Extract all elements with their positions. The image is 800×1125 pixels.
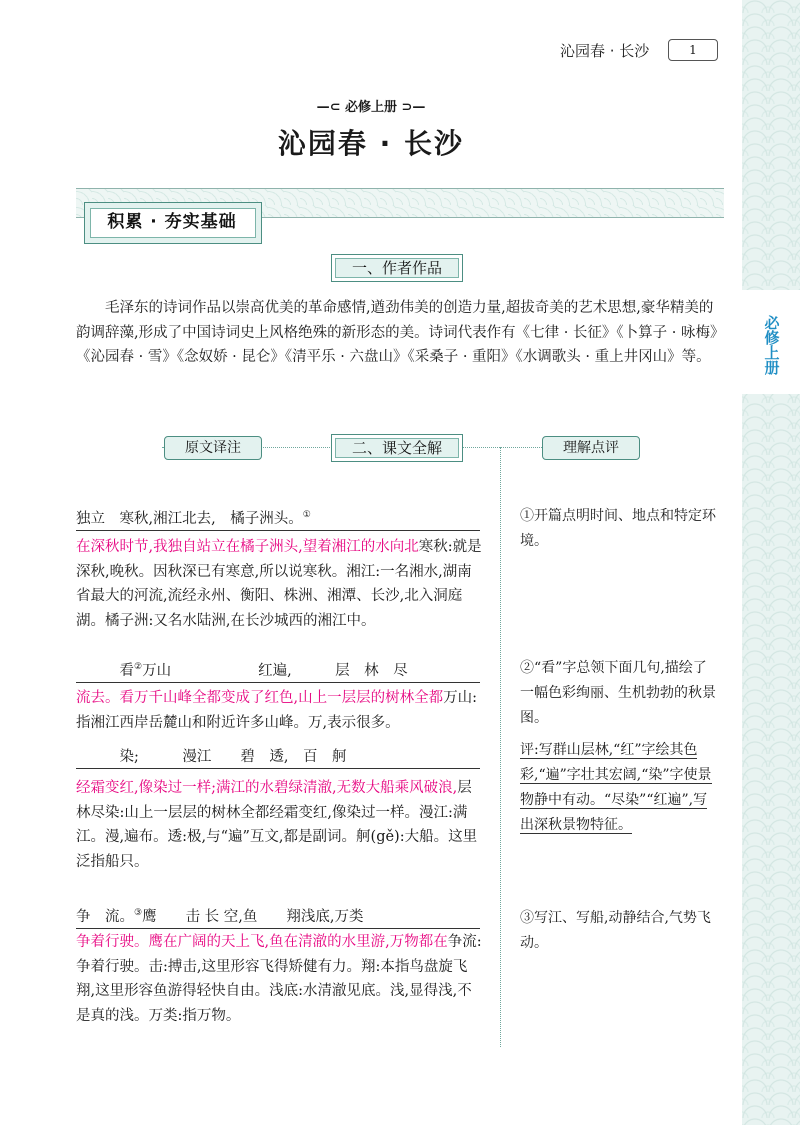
column-header-full-text: 二、课文全解: [331, 434, 463, 462]
subsection-title: 积累 · 夯实基础: [107, 212, 237, 232]
poem-line-4: [76, 902, 480, 929]
translation-block-2: [76, 686, 486, 735]
translation-block-1: [76, 535, 486, 633]
page-title: 沁园春 · 长沙: [277, 127, 465, 160]
running-title: 沁园春 · 长沙: [560, 42, 650, 60]
translation-4: 争着行驶。鹰在广阔的天上飞,鱼在清澈的水里游,万物都在: [76, 934, 448, 950]
poem-line-2-b: 万山 红遍, 层 林 尽: [142, 662, 408, 679]
side-tab-label: 必修上册: [762, 315, 781, 375]
column-divider-vertical: [500, 447, 501, 1047]
note-marker-3: ③: [134, 908, 143, 918]
section-tag: —⊂ 必修上册 ⊃—: [316, 100, 426, 115]
annotation-3: 层林尽染:山上一层层的树林全都经霜变红,像染过一样。漫江:满江。漫,遍布。透:极,与“遍”互文,都是副词。舸(gě):大船。这里泛指船只。: [76, 780, 478, 870]
side-decoration: [742, 0, 800, 1125]
annotation-4: 争流:争着行驶。击:搏击,这里形容飞得矫健有力。翔:本指鸟盘旋飞翔,这里形容鱼游得轻快自由。浅底:水清澈见底。浅,显得浅,不是真的浅。万类:指万物。: [76, 934, 482, 1024]
poem-line-1: [76, 504, 480, 531]
translation-3: 经霜变红,像染过一样;满江的水碧绿清澈,无数大船乘风破浪,: [76, 780, 458, 796]
author-paragraph: 毛泽东的诗词作品以崇高优美的革命感情,遒劲伟美的创造力量,超拔奇美的艺术思想,豪华精美的韵调辞藻,形成了中国诗词史上风格绝殊的新形态的美。诗词代表作有《七律 · 长征》《卜算子 · 咏梅》《沁园春 · 雪》《念奴娇 · 昆仑》《清平乐 · 六盘山》《采桑子 · 重阳》《水调歌头 · 重上井冈山》等。: [76, 300, 718, 365]
annotation-2: 万山:指湘江西岸岳麓山和附近许多山峰。万,表示很多。: [76, 690, 477, 731]
poem-line-4-b: 鹰 击 长 空,鱼 翔浅底,万类: [142, 908, 364, 925]
annotation-1: 寒秋:就是深秋,晚秋。因秋深已有寒意,所以说寒秋。湘江:一名湘水,湖南省最大的河流,流经永州、衡阳、株洲、湘潭、长沙,北入洞庭湖。橘子洲:又名水陆洲,在长沙城西的湘江中。: [76, 539, 482, 629]
page-number: 1: [668, 39, 718, 61]
note-2-comment-text: 评:写群山层林,“红”字绘其色彩,“遍”字壮其宏阔,“染”字使景物静中有动。“尽染”“红遍”,写出深秋景物特征。: [520, 742, 712, 833]
note-marker-2: ②: [134, 662, 143, 672]
poem-line-3-text: 染; 漫江 碧 透, 百 舸: [76, 749, 347, 765]
author-heading: 一、作者作品: [331, 254, 463, 282]
translation-1: 在深秋时节,我独自站立在橘子洲头,望着湘江的水向北: [76, 539, 419, 555]
note-marker-1: ①: [302, 510, 311, 520]
column-header-evaluation: 理解点评: [542, 436, 640, 460]
translation-2: 流去。看万千山峰全都变成了红色,山上一层层的树林全都: [76, 690, 444, 706]
note-2: ②“看”字总领下面几句,描绘了一幅色彩绚丽、生机勃勃的秋景图。: [520, 660, 716, 726]
poem-line-3: [76, 746, 480, 769]
poem-line-4-a: 争 流。: [76, 908, 134, 925]
poem-line-2: [76, 656, 480, 683]
column-header-original: 原文译注: [164, 436, 262, 460]
translation-block-4: [76, 930, 486, 1028]
note-1: ①开篇点明时间、地点和特定环境。: [520, 508, 716, 549]
poem-line-2-a: 看: [76, 662, 134, 679]
poem-line-1-text: 独立 寒秋,湘江北去, 橘子洲头。: [76, 510, 303, 527]
note-3: ③写江、写船,动静结合,气势飞动。: [520, 910, 711, 951]
note-2-comment: [520, 738, 720, 838]
translation-block-3: [76, 776, 486, 874]
